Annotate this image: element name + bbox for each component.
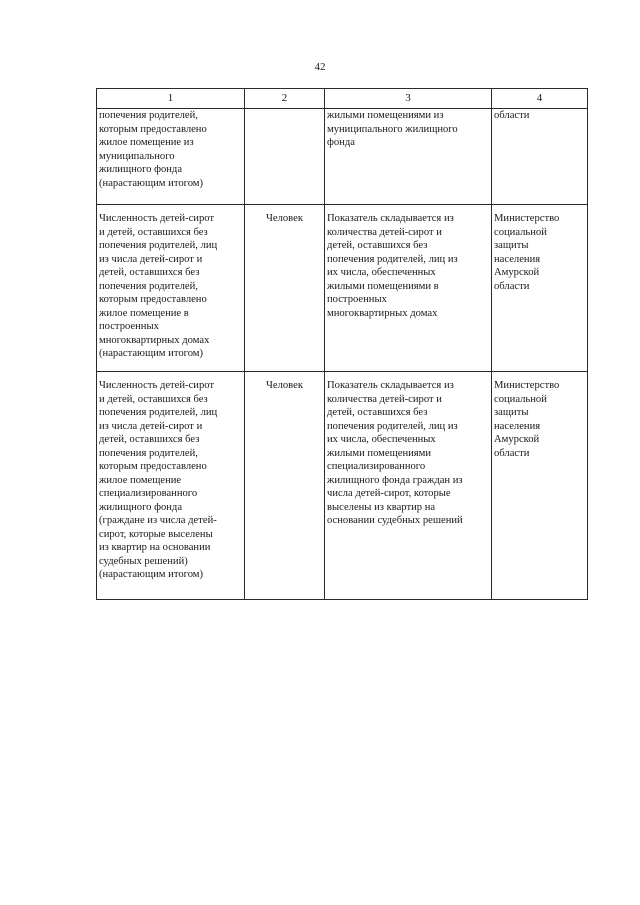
- description-cell: [325, 109, 492, 205]
- table-row: [97, 205, 588, 372]
- indicator-name: попечения родителей, которым предоставлено жилое помещение из муниципального жилищного фонда (нарастающим итогом): [99, 110, 207, 189]
- indicator-name: Численность детей-сирот и детей, оставшихся без попечения родителей, лиц из числа детей-сирот и детей, оставшихся без попечения родителей, которым предоставлено жилое помещение в построенных многоквартирных домах (нарастающим итогом): [99, 213, 218, 359]
- unit-of-measure: Человек: [266, 380, 303, 391]
- table-header-row: [97, 89, 588, 109]
- indicator-name-cell: [97, 109, 245, 205]
- indicator-description: Показатель складывается из количества детей-сирот и детей, оставшихся без попечения родителей, лиц из их числа, обеспеченных жилыми помещениями специализированного жилищного фонда граждан из числа детей-сирот, которые выселены из квартир на основании судебных решений: [327, 380, 463, 526]
- unit-cell: [245, 109, 325, 205]
- responsible-body: Министерство социальной защиты населения Амурской области: [494, 380, 560, 459]
- description-cell: [325, 372, 492, 600]
- responsible-cell: [492, 205, 588, 372]
- page-number: 42: [314, 61, 326, 73]
- table-row: [97, 372, 588, 600]
- column-header-4: 4: [492, 89, 588, 109]
- table-row: [97, 109, 588, 205]
- indicator-name: Численность детей-сирот и детей, оставшихся без попечения родителей, лиц из числа детей-сирот и детей, оставшихся без попечения родителей, которым предоставлено жилое помещение специализированного жилищного фонда (граждане из числа детей- сирот, которые выселены из квартир на основании судебных решений) (нарастающим итогом): [99, 380, 218, 580]
- indicator-name-cell: [97, 372, 245, 600]
- column-header-1: 1: [97, 89, 245, 109]
- unit-cell: [245, 372, 325, 600]
- unit-of-measure: Человек: [266, 213, 303, 224]
- column-header-3: 3: [325, 89, 492, 109]
- responsible-body: области: [494, 110, 530, 121]
- indicator-description: Показатель складывается из количества детей-сирот и детей, оставшихся без попечения родителей, лиц из их числа, обеспеченных жилыми помещениями в построенных многоквартирных домах: [327, 213, 458, 319]
- unit-cell: [245, 205, 325, 372]
- responsible-cell: [492, 372, 588, 600]
- indicator-description: жилыми помещениями из муниципального жилищного фонда: [327, 110, 458, 148]
- indicator-name-cell: [97, 205, 245, 372]
- description-cell: [325, 205, 492, 372]
- column-header-2: 2: [245, 89, 325, 109]
- indicators-table: [96, 88, 588, 600]
- responsible-cell: [492, 109, 588, 205]
- responsible-body: Министерство социальной защиты населения Амурской области: [494, 213, 560, 292]
